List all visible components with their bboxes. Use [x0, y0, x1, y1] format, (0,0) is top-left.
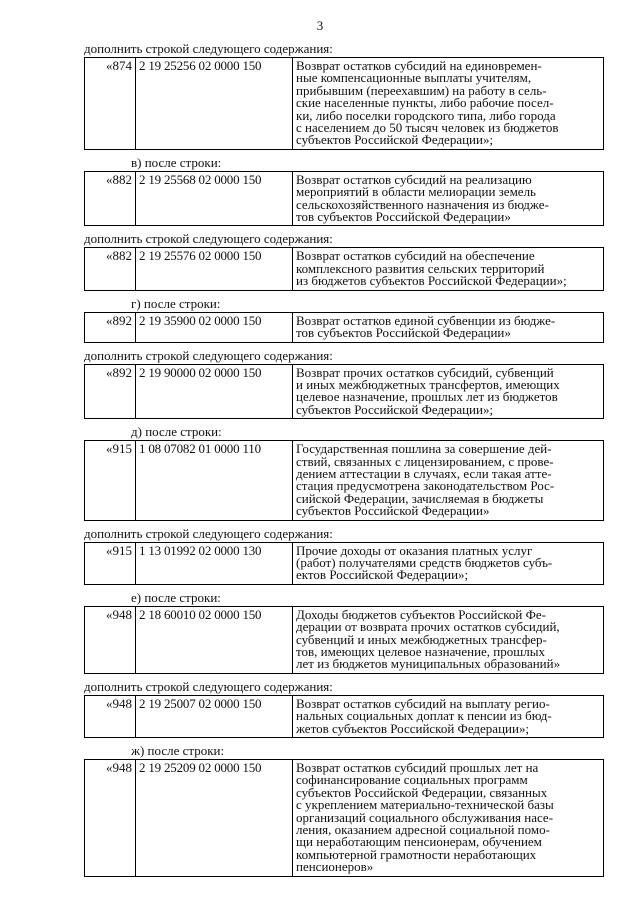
- description-cell: [293, 171, 604, 226]
- document-body: [84, 42, 604, 883]
- table-row: [85, 606, 604, 673]
- table-row: [85, 695, 604, 737]
- description-line: Возврат остатков субсидий на реализацию: [296, 171, 532, 187]
- table-row: [85, 171, 604, 226]
- description-line: с населением до 50 тысяч человек из бюджетов: [296, 120, 559, 136]
- description-line: софинансирование социальных программ: [296, 772, 528, 788]
- description-cell: [293, 312, 604, 342]
- admin-code-cell: «874: [85, 58, 136, 150]
- description-line: субъектов Российской Федерации»;: [296, 132, 494, 148]
- admin-code-cell: «892: [85, 312, 136, 342]
- description-cell: [293, 441, 604, 520]
- budget-code-cell: 2 19 25568 02 0000 150: [136, 171, 293, 226]
- classification-table: [84, 759, 604, 877]
- description-line: с укреплением материально-технической базы: [296, 797, 554, 813]
- table-row: [85, 248, 604, 290]
- description-line: Прочие доходы от оказания платных услуг: [296, 542, 533, 558]
- instruction-line: дополнить строкой следующего содержания:: [84, 347, 333, 363]
- description-line: Возврат остатков субсидий на единовремен-: [296, 58, 542, 73]
- admin-code-cell: «915: [85, 542, 136, 584]
- description-line: ские населенные пункты, либо рабочие посел-: [296, 95, 554, 111]
- admin-code-cell: «882: [85, 248, 136, 290]
- classification-table: [84, 171, 604, 227]
- description-line: целевое назначение, прошлых лет из бюджетов: [296, 389, 558, 405]
- description-line: субвенций и иных межбюджетных трансфер-: [296, 631, 547, 647]
- classification-table: [84, 57, 604, 150]
- table-row: [85, 542, 604, 584]
- description-line: дением аттестации в случаях, если такая атте-: [296, 465, 552, 481]
- description-line: субъектов Российской Федерации»;: [296, 401, 494, 417]
- classification-table: [84, 247, 604, 290]
- classification-table: [84, 606, 604, 674]
- description-line: сельскохозяйственного назначения из бюдже-: [296, 196, 549, 212]
- description-cell: [293, 542, 604, 584]
- description-cell: [293, 248, 604, 290]
- description-line: ные компенсационные выплаты учителям,: [296, 70, 532, 86]
- description-line: Возврат остатков субсидий на выплату регио-: [296, 695, 550, 711]
- description-cell: [293, 364, 604, 419]
- description-line: (работ) получателями средств бюджетов субъ-: [296, 554, 553, 570]
- table-row: [85, 58, 604, 150]
- description-cell: [293, 760, 604, 877]
- budget-code-cell: 1 08 07082 01 0000 110: [136, 441, 293, 520]
- classification-table: [84, 542, 604, 585]
- instruction-line: в) после строки:: [131, 154, 222, 170]
- description-line: тов субъектов Российской Федерации»: [296, 325, 511, 341]
- admin-code-cell: «915: [85, 441, 136, 520]
- instruction-line: дополнить строкой следующего содержания:: [84, 231, 333, 247]
- classification-table: [84, 312, 604, 343]
- classification-table: [84, 440, 604, 520]
- description-line: пенсионеров»: [296, 859, 374, 875]
- budget-code-cell: 2 19 25007 02 0000 150: [136, 695, 293, 737]
- instruction-line: дополнить строкой следующего содержания:: [84, 41, 333, 56]
- description-line: сийской Федерации, зачисляемая в бюджеты: [296, 490, 544, 506]
- description-line: щи неработающим пенсионерам, обучением: [296, 834, 542, 850]
- table-row: [85, 364, 604, 419]
- description-line: субъектов Российской Федерации»: [296, 503, 490, 519]
- admin-code-cell: «948: [85, 606, 136, 673]
- description-line: организаций социального обслуживания насе-: [296, 809, 554, 825]
- page-number: 3: [316, 18, 324, 33]
- description-cell: [293, 58, 604, 150]
- description-line: ствий, связанных с лицензированием, с прове-: [296, 453, 554, 469]
- budget-code-cell: 1 13 01992 02 0000 130: [136, 542, 293, 584]
- table-row: [85, 760, 604, 877]
- instruction-line: дополнить строкой следующего содержания:: [84, 525, 333, 541]
- budget-code-cell: 2 19 35900 02 0000 150: [136, 312, 293, 342]
- budget-code-cell: 2 19 25209 02 0000 150: [136, 760, 293, 877]
- description-line: лет из бюджетов муниципальных образований»: [296, 656, 561, 672]
- instruction-line: д) после строки:: [131, 424, 222, 440]
- classification-table: [84, 695, 604, 738]
- instruction-line: дополнить строкой следующего содержания:: [84, 678, 333, 694]
- description-line: Возврат остатков субсидий прошлых лет на: [296, 760, 539, 776]
- description-line: ектов Российской Федерации»;: [296, 567, 469, 583]
- instruction-line: ж) после строки:: [131, 743, 225, 759]
- description-line: Возврат прочих остатков субсидий, субвенций: [296, 364, 554, 380]
- description-line: прибывшим (переехавшим) на работу в сель-: [296, 82, 547, 98]
- description-line: дерации от возврата прочих остатков субсидий,: [296, 619, 560, 635]
- admin-code-cell: «892: [85, 364, 136, 419]
- admin-code-cell: «948: [85, 695, 136, 737]
- budget-code-cell: 2 18 60010 02 0000 150: [136, 606, 293, 673]
- description-line: Возврат остатков единой субвенции из бюдже-: [296, 312, 556, 328]
- table-row: [85, 441, 604, 520]
- table-row: [85, 312, 604, 342]
- description-line: Возврат остатков субсидий на обеспечение: [296, 248, 535, 264]
- description-line: мероприятий в области мелиорации земель: [296, 184, 536, 200]
- description-line: Государственная пошлина за совершение дей-: [296, 441, 552, 457]
- description-line: из бюджетов субъектов Российской Федерации»;: [296, 273, 567, 289]
- budget-code-cell: 2 19 25256 02 0000 150: [136, 58, 293, 150]
- description-cell: [293, 695, 604, 737]
- description-line: и иных межбюджетных трансфертов, имеющих: [296, 376, 560, 392]
- description-line: ки, либо поселки городского типа, либо города: [296, 107, 556, 123]
- description-line: нальных социальных доплат к пенсии из бюд-: [296, 708, 552, 724]
- description-line: тов, имеющих целевое назначение, прошлых: [296, 644, 545, 659]
- instruction-line: г) после строки:: [131, 295, 221, 311]
- description-line: компьютерной грамотности неработающих: [296, 846, 537, 862]
- description-cell: [293, 606, 604, 673]
- description-line: стация предусмотрена законодательством Рос-: [296, 478, 555, 494]
- classification-table: [84, 364, 604, 420]
- description-line: Доходы бюджетов субъектов Российской Фе-: [296, 606, 546, 622]
- admin-code-cell: «882: [85, 171, 136, 226]
- budget-code-cell: 2 19 25576 02 0000 150: [136, 248, 293, 290]
- description-line: тов субъектов Российской Федерации»: [296, 209, 511, 225]
- description-line: субъектов Российской Федерации, связанных: [296, 784, 548, 800]
- budget-code-cell: 2 19 90000 02 0000 150: [136, 364, 293, 419]
- description-line: комплексного развития сельских территорий: [296, 260, 545, 276]
- description-line: жетов субъектов Российской Федерации»;: [296, 720, 530, 736]
- instruction-line: е) после строки:: [131, 589, 221, 605]
- description-line: ления, оказанием адресной социальной помо-: [296, 822, 550, 838]
- admin-code-cell: «948: [85, 760, 136, 877]
